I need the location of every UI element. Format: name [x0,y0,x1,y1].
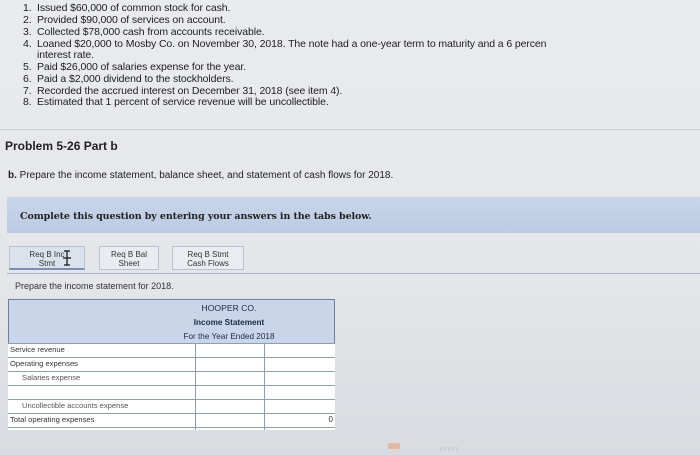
statement-name: Income Statement [193,318,265,327]
list-item: 5. Paid $26,000 of salaries expense for the year. [23,61,247,73]
problem-title: Problem 5-26 Part b [5,139,118,153]
tab-req-b-stmt-cash-flows[interactable] [172,246,244,270]
table-row [8,343,335,357]
tab-label-line1: Req B Bal [110,250,148,259]
amount-input[interactable] [196,372,264,385]
list-item: 8. Estimated that 1 percent of service revenue will be uncollectible. [23,96,329,108]
table-row [8,357,335,371]
table-row [8,385,335,399]
part-letter: b. [8,170,17,181]
table-row [8,371,335,385]
company-name: HOOPER CO. [201,303,257,313]
list-item: 6. Paid a $2,000 dividend to the stockholders. [23,73,234,85]
list-item: 7. Recorded the accrued interest on December 31, 2018 (see item 4). [23,85,343,97]
prepare-instruction: Prepare the income statement for 2018. [15,281,174,291]
column-divider [264,343,265,430]
tab-label-line1: Req B Stmt [187,250,229,259]
problem-instruction [8,170,393,181]
list-item: 3. Collected $78,000 cash from accounts receivable. [23,26,265,38]
tab-label-line2: Cash Flows [187,259,229,268]
total-value: 0 [328,415,333,424]
amount-input[interactable] [196,344,264,357]
tab-label-line1: Req B Inc [29,250,65,259]
list-item: 4. Loaned $20,000 to Mosby Co. on November 30, 2018. The note had a one-year term to maturity and a 6 percen [23,38,547,50]
total-input[interactable] [265,344,335,357]
tab-underline [7,273,700,274]
list-item: 1. Issued $60,000 of common stock for cash. [23,2,231,14]
page-mark [388,443,400,449]
row-label[interactable]: Salaries expense [22,373,81,382]
list-item-continuation: interest rate. [37,49,94,61]
section-divider [0,129,700,130]
row-label: Total operating expenses [10,415,95,424]
amount-input[interactable] [196,386,264,399]
row-label: Service revenue [10,345,65,354]
tab-req-b-bal-sheet[interactable] [99,246,159,270]
tab-bar [7,246,700,274]
panel-instruction: Complete this question by entering your answers in the tabs below. [20,211,372,222]
table-row [8,399,335,413]
instruction-text: Prepare the income statement, balance sheet, and statement of cash flows for 2018. [19,170,394,181]
amount-input[interactable] [196,400,264,413]
text-cursor-icon [58,249,76,267]
tab-label-line2: Sheet [118,259,140,268]
row-label[interactable]: Uncollectible accounts expense [22,401,129,410]
statement-grid [8,343,335,430]
row-label: Operating expenses [10,359,78,368]
statement-period: For the Year Ended 2018 [183,332,275,341]
tab-label-line2: Stmt [38,259,56,268]
table-row [8,413,335,428]
list-item: 2. Provided $90,000 of services on account. [23,14,226,26]
column-divider [195,343,196,430]
page-mark [440,447,458,451]
